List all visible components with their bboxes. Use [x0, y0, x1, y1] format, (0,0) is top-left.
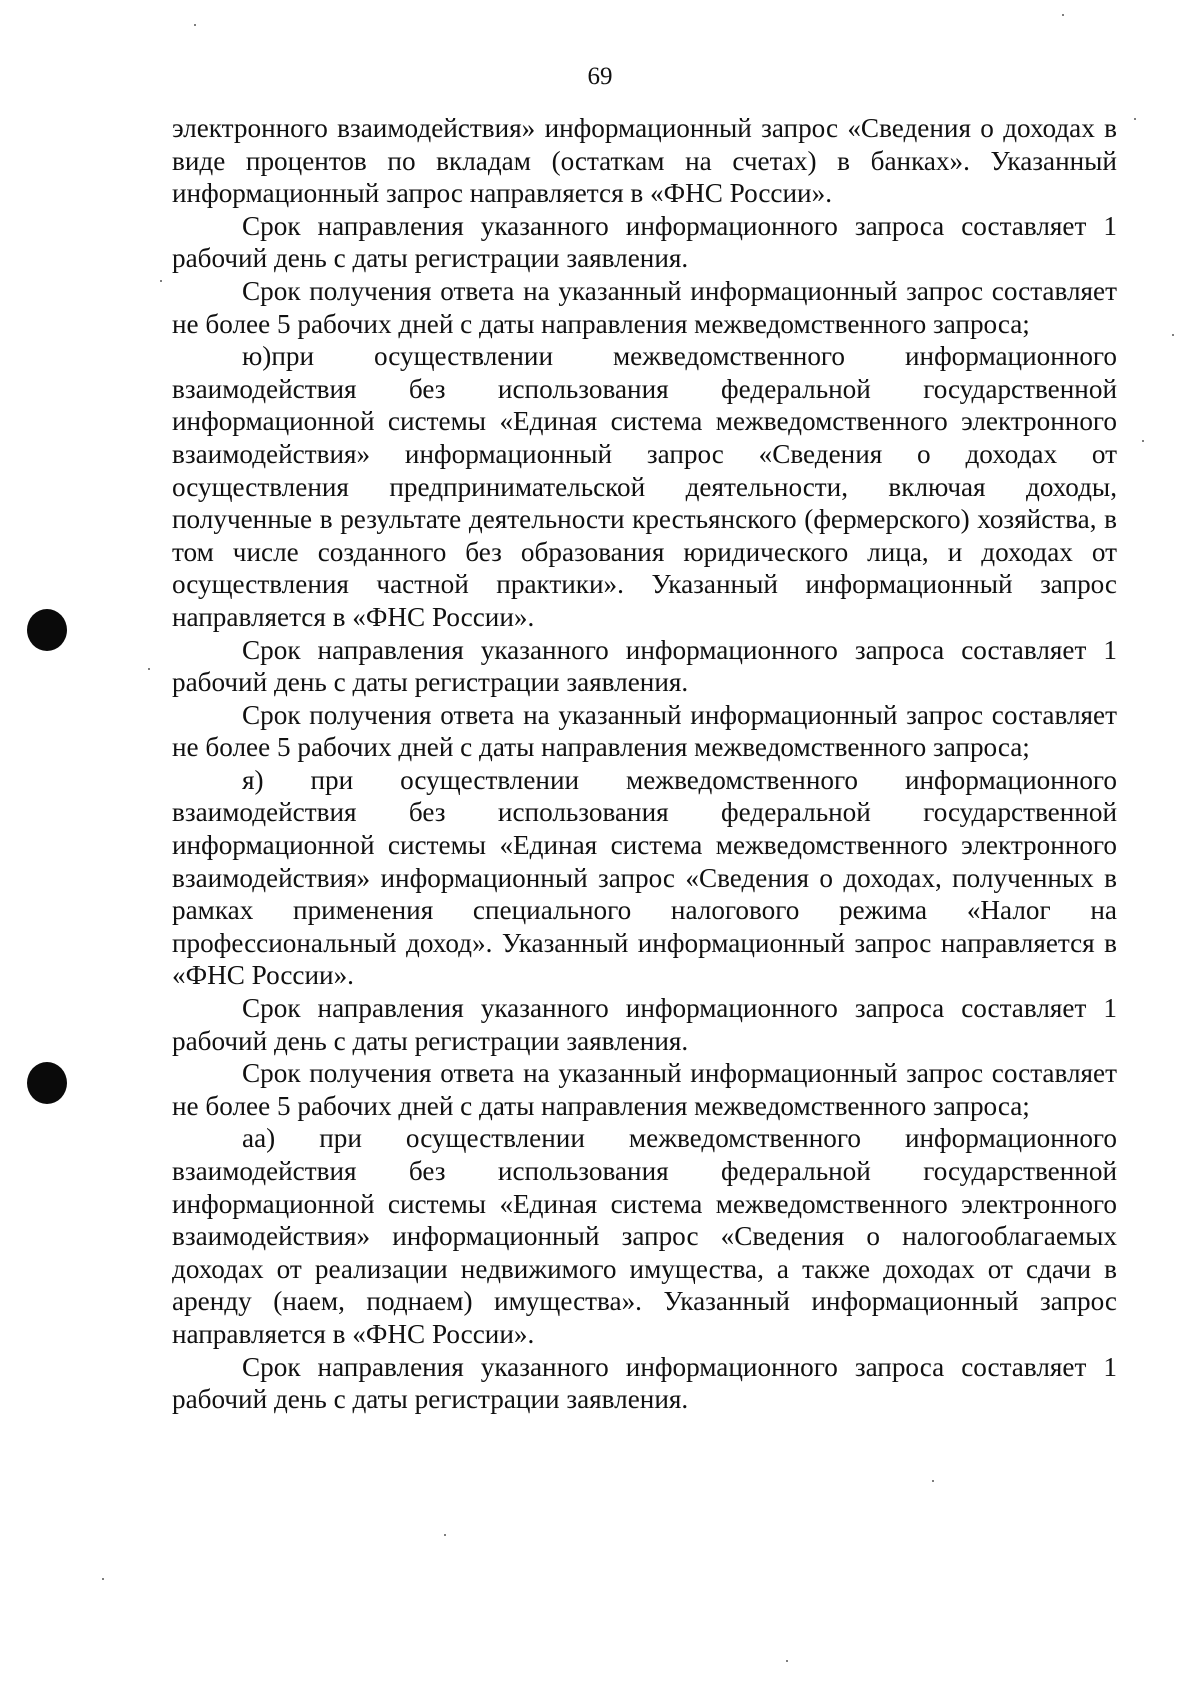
- scan-speck: [194, 24, 196, 26]
- scan-speck: [786, 1660, 788, 1662]
- scan-speck: [160, 280, 162, 282]
- scan-speck: [1172, 334, 1174, 336]
- paragraph-item-ya: я) при осуществлении межведомственного информационного взаимодействия без использования федеральной государственной информационной системы «Единая система межведомственного электронного взаимодействия» информационный запрос «Сведения о доходах, полученных в рамках применения специального налогового режима «Налог на профессиональный доход». Указанный информационный запрос направляется в «ФНС России».: [172, 764, 1117, 991]
- paragraph-deadline-sending: Срок направления указанного информационного запроса составляет 1 рабочий день с даты регистрации заявления.: [172, 210, 1117, 274]
- paragraph-deadline-sending: Срок направления указанного информационного запроса составляет 1 рабочий день с даты регистрации заявления.: [172, 993, 1117, 1056]
- paragraph-deadline-sending: Срок направления указанного информационного запроса составляет 1 рабочий день с даты регистрации заявления.: [172, 1351, 1117, 1415]
- scan-speck: [102, 1578, 104, 1580]
- scan-speck: [148, 668, 150, 670]
- paragraph-deadline-response: Срок получения ответа на указанный информационный запрос составляет не более 5 рабочих дней с даты направления межведомственного запроса;: [172, 699, 1117, 763]
- scan-speck: [1142, 440, 1144, 442]
- punch-hole: [27, 1062, 67, 1104]
- paragraph-item-aa: аа) при осуществлении межведомственного информационного взаимодействия без использования федеральной государственной информационной системы «Единая система межведомственного электронного взаимодействия» информационный запрос «Сведения о налогооблагаемых доходах от реализации недвижимого имущества, а также доходах от сдачи в аренду (наем, поднаем) имущества». Указанный информационный запрос направляется в «ФНС России».: [172, 1123, 1117, 1349]
- scan-speck: [1062, 14, 1064, 16]
- scan-speck: [932, 1480, 934, 1482]
- paragraph-continuation: электронного взаимодействия» информационный запрос «Сведения о доходах в виде процентов по вкладам (остаткам на счетах) в банках». Указанный информационный запрос направляется в «ФНС России».: [172, 113, 1117, 209]
- paragraph-item-yu: ю)при осуществлении межведомственного информационного взаимодействия без использования федеральной государственной информационной системы «Единая система межведомственного электронного взаимодействия» информационный запрос «Сведения о доходах от осуществления предпринимательской деятельности, включая доходы, полученные в результате деятельности крестьянского (фермерского) хозяйства, в том числе созданного без образования юридического лица, и доходах от осуществления частной практики». Указанный информационный запрос направляется в «ФНС России».: [172, 341, 1117, 632]
- scan-speck: [444, 1534, 446, 1536]
- punch-hole: [27, 609, 67, 651]
- paragraph-deadline-sending: Срок направления указанного информационного запроса составляет 1 рабочий день с даты регистрации заявления.: [172, 634, 1117, 698]
- page-number: 69: [587, 63, 613, 90]
- scan-speck: [1134, 118, 1136, 120]
- document-body: [172, 112, 1117, 1416]
- paragraph-deadline-response: Срок получения ответа на указанный информационный запрос составляет не более 5 рабочих дней с даты направления межведомственного запроса;: [172, 275, 1117, 339]
- paragraph-deadline-response: Срок получения ответа на указанный информационный запрос составляет не более 5 рабочих дней с даты направления межведомственного запроса;: [172, 1058, 1117, 1121]
